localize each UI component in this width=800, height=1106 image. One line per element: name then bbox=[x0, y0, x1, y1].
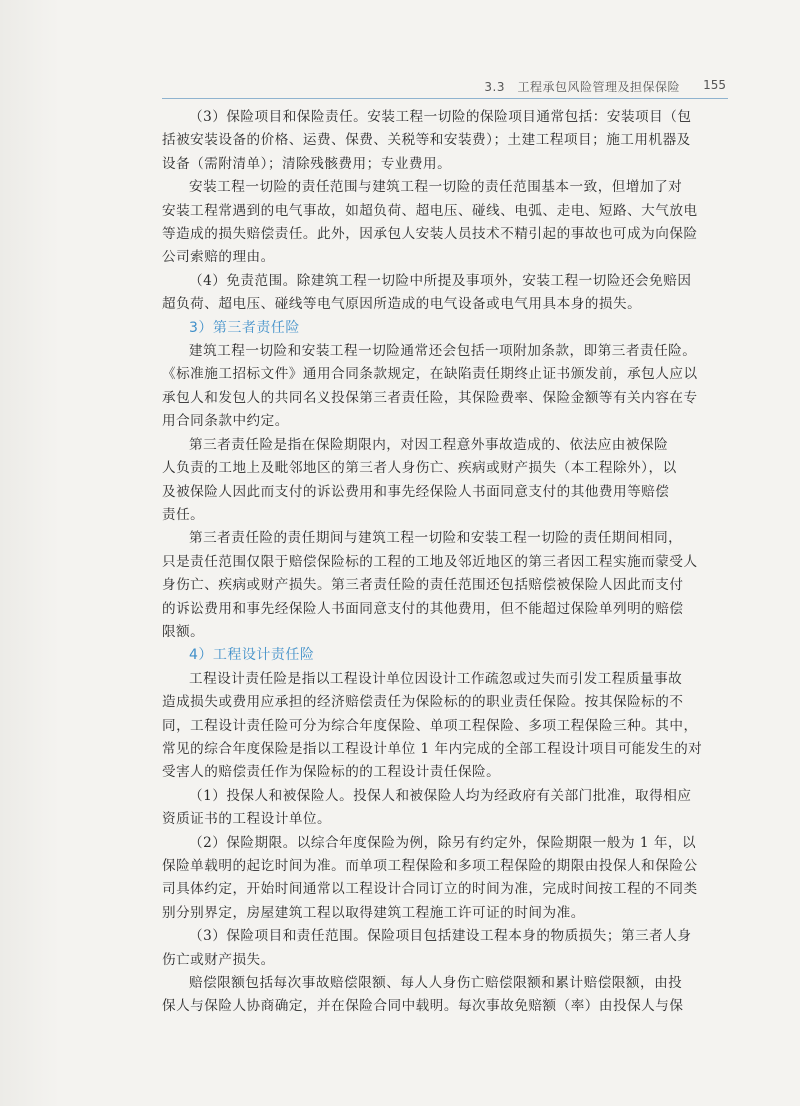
body-text bbox=[162, 106, 728, 1019]
text-line: 只是责任范围仅限于赔偿保险标的工程的工地及邻近地区的第三者因工程实施而蒙受人 bbox=[162, 553, 698, 570]
section-heading: 4）工程设计责任险 bbox=[189, 647, 315, 664]
text-line: 设备（需附清单）；清除残骸费用；专业费用。 bbox=[162, 155, 452, 172]
text-line: 安装工程常遇到的电气事故，如超负荷、超电压、碰线、电弧、走电、短路、大气放电 bbox=[162, 202, 698, 219]
running-header bbox=[162, 74, 728, 99]
text-line: （4）免责范围。除建筑工程一切险中所提及事项外，安装工程一切险还会免赔因 bbox=[189, 272, 692, 289]
text-line: 受害人的赔偿责任作为保险标的的工程设计责任保险。 bbox=[162, 764, 501, 781]
text-line: 责任。 bbox=[162, 506, 205, 523]
text-line: 及被保险人因此而支付的诉讼费用和事先经保险人书面同意支付的其他费用等赔偿 bbox=[162, 483, 670, 500]
text-line: 第三者责任险的责任期间与建筑工程一切险和安装工程一切险的责任期间相同， bbox=[189, 530, 683, 547]
text-line: （3）保险项目和保险责任。安装工程一切险的保险项目通常包括：安装项目（包 bbox=[189, 109, 692, 125]
text-line: 司具体约定，开始时间通常以工程设计合同订立的时间为准，完成时间按工程的不同类 bbox=[162, 881, 698, 898]
text-line: 资质证书的工程设计单位。 bbox=[162, 811, 332, 828]
text-line: 第三者责任险是指在保险期限内，对因工程意外事故造成的、依法应由被保险 bbox=[189, 436, 669, 453]
text-line: 括被安装设备的价格、运费、保费、关税等和安装费）；土建工程项目；施工用机器及 bbox=[162, 132, 691, 149]
text-line: 赔偿限额包括每次事故赔偿限额、每人人身伤亡赔偿限额和累计赔偿限额，由投 bbox=[189, 975, 683, 992]
text-line: 的诉讼费用和事先经保险人书面同意支付的其他费用，但不能超过保险单列明的赔偿 bbox=[162, 600, 684, 617]
text-line: 保人与保险人协商确定，并在保险合同中载明。每次事故免赔额（率）由投保人与保 bbox=[162, 998, 684, 1015]
text-line: 造成损失或费用应承担的经济赔偿责任为保险标的的职业责任保险。按其保险标的不 bbox=[162, 694, 684, 711]
text-line: （2）保险期限。以综合年度保险为例，除另有约定外，保险期限一般为 1 年，以 bbox=[189, 834, 697, 851]
text-line: 别分别界定，房屋建筑工程以取得建筑工程施工许可证的时间为准。 bbox=[162, 904, 585, 921]
text-line: 同，工程设计责任险可分为综合年度保险、单项工程保险、多项工程保险三种。其中， bbox=[162, 717, 698, 734]
header-title: 3.3 工程承包风险管理及担保保险 bbox=[484, 80, 680, 94]
text-line: 人负责的工地上及毗邻地区的第三者人身伤亡、疾病或财产损失（本工程除外），以 bbox=[162, 460, 677, 477]
text-line: 伤亡或财产损失。 bbox=[162, 951, 275, 968]
section-heading: 3）第三者责任险 bbox=[189, 319, 300, 336]
text-line: 限额。 bbox=[162, 623, 205, 640]
page-number: 155 bbox=[703, 78, 726, 92]
text-line: 用合同条款中约定。 bbox=[162, 413, 289, 430]
text-line: 承包人和发包人的共同名义投保第三者责任险，其保险费率、保险金额等有关内容在专 bbox=[162, 389, 698, 406]
text-line: （3）保险项目和责任范围。保险项目包括建设工程本身的物质损失；第三者人身 bbox=[189, 928, 692, 945]
text-line: 超负荷、超电压、碰线等电气原因所造成的电气设备或电气用具本身的损失。 bbox=[162, 296, 642, 313]
text-line: 身伤亡、疾病或财产损失。第三者责任险的责任范围还包括赔偿被保险人因此而支付 bbox=[162, 577, 684, 594]
text-line: 安装工程一切险的责任范围与建筑工程一切险的责任范围基本一致，但增加了对 bbox=[189, 179, 683, 196]
text-line: 《标准施工招标文件》通用合同条款规定，在缺陷责任期终止证书颁发前，承包人应以 bbox=[162, 366, 698, 383]
text-line: （1）投保人和被保险人。投保人和被保险人均为经政府有关部门批准，取得相应 bbox=[189, 787, 692, 804]
text-line: 保险单载明的起讫时间为准。而单项工程保险和多项工程保险的期限由投保人和保险公 bbox=[162, 858, 698, 874]
text-line: 公司索赔的理由。 bbox=[162, 249, 275, 266]
text-line: 常见的综合年度保险是指以工程设计单位 1 年内完成的全部工程设计项目可能发生的对 bbox=[162, 740, 703, 757]
text-line: 工程设计责任险是指以工程设计单位因设计工作疏忽或过失而引发工程质量事故 bbox=[189, 670, 683, 687]
text-line: 等造成的损失赔偿责任。此外，因承包人安装人员技术不精引起的事故也可成为向保险 bbox=[162, 226, 698, 243]
text-line: 建筑工程一切险和安装工程一切险通常还会包括一项附加条款，即第三者责任险。 bbox=[189, 343, 697, 360]
